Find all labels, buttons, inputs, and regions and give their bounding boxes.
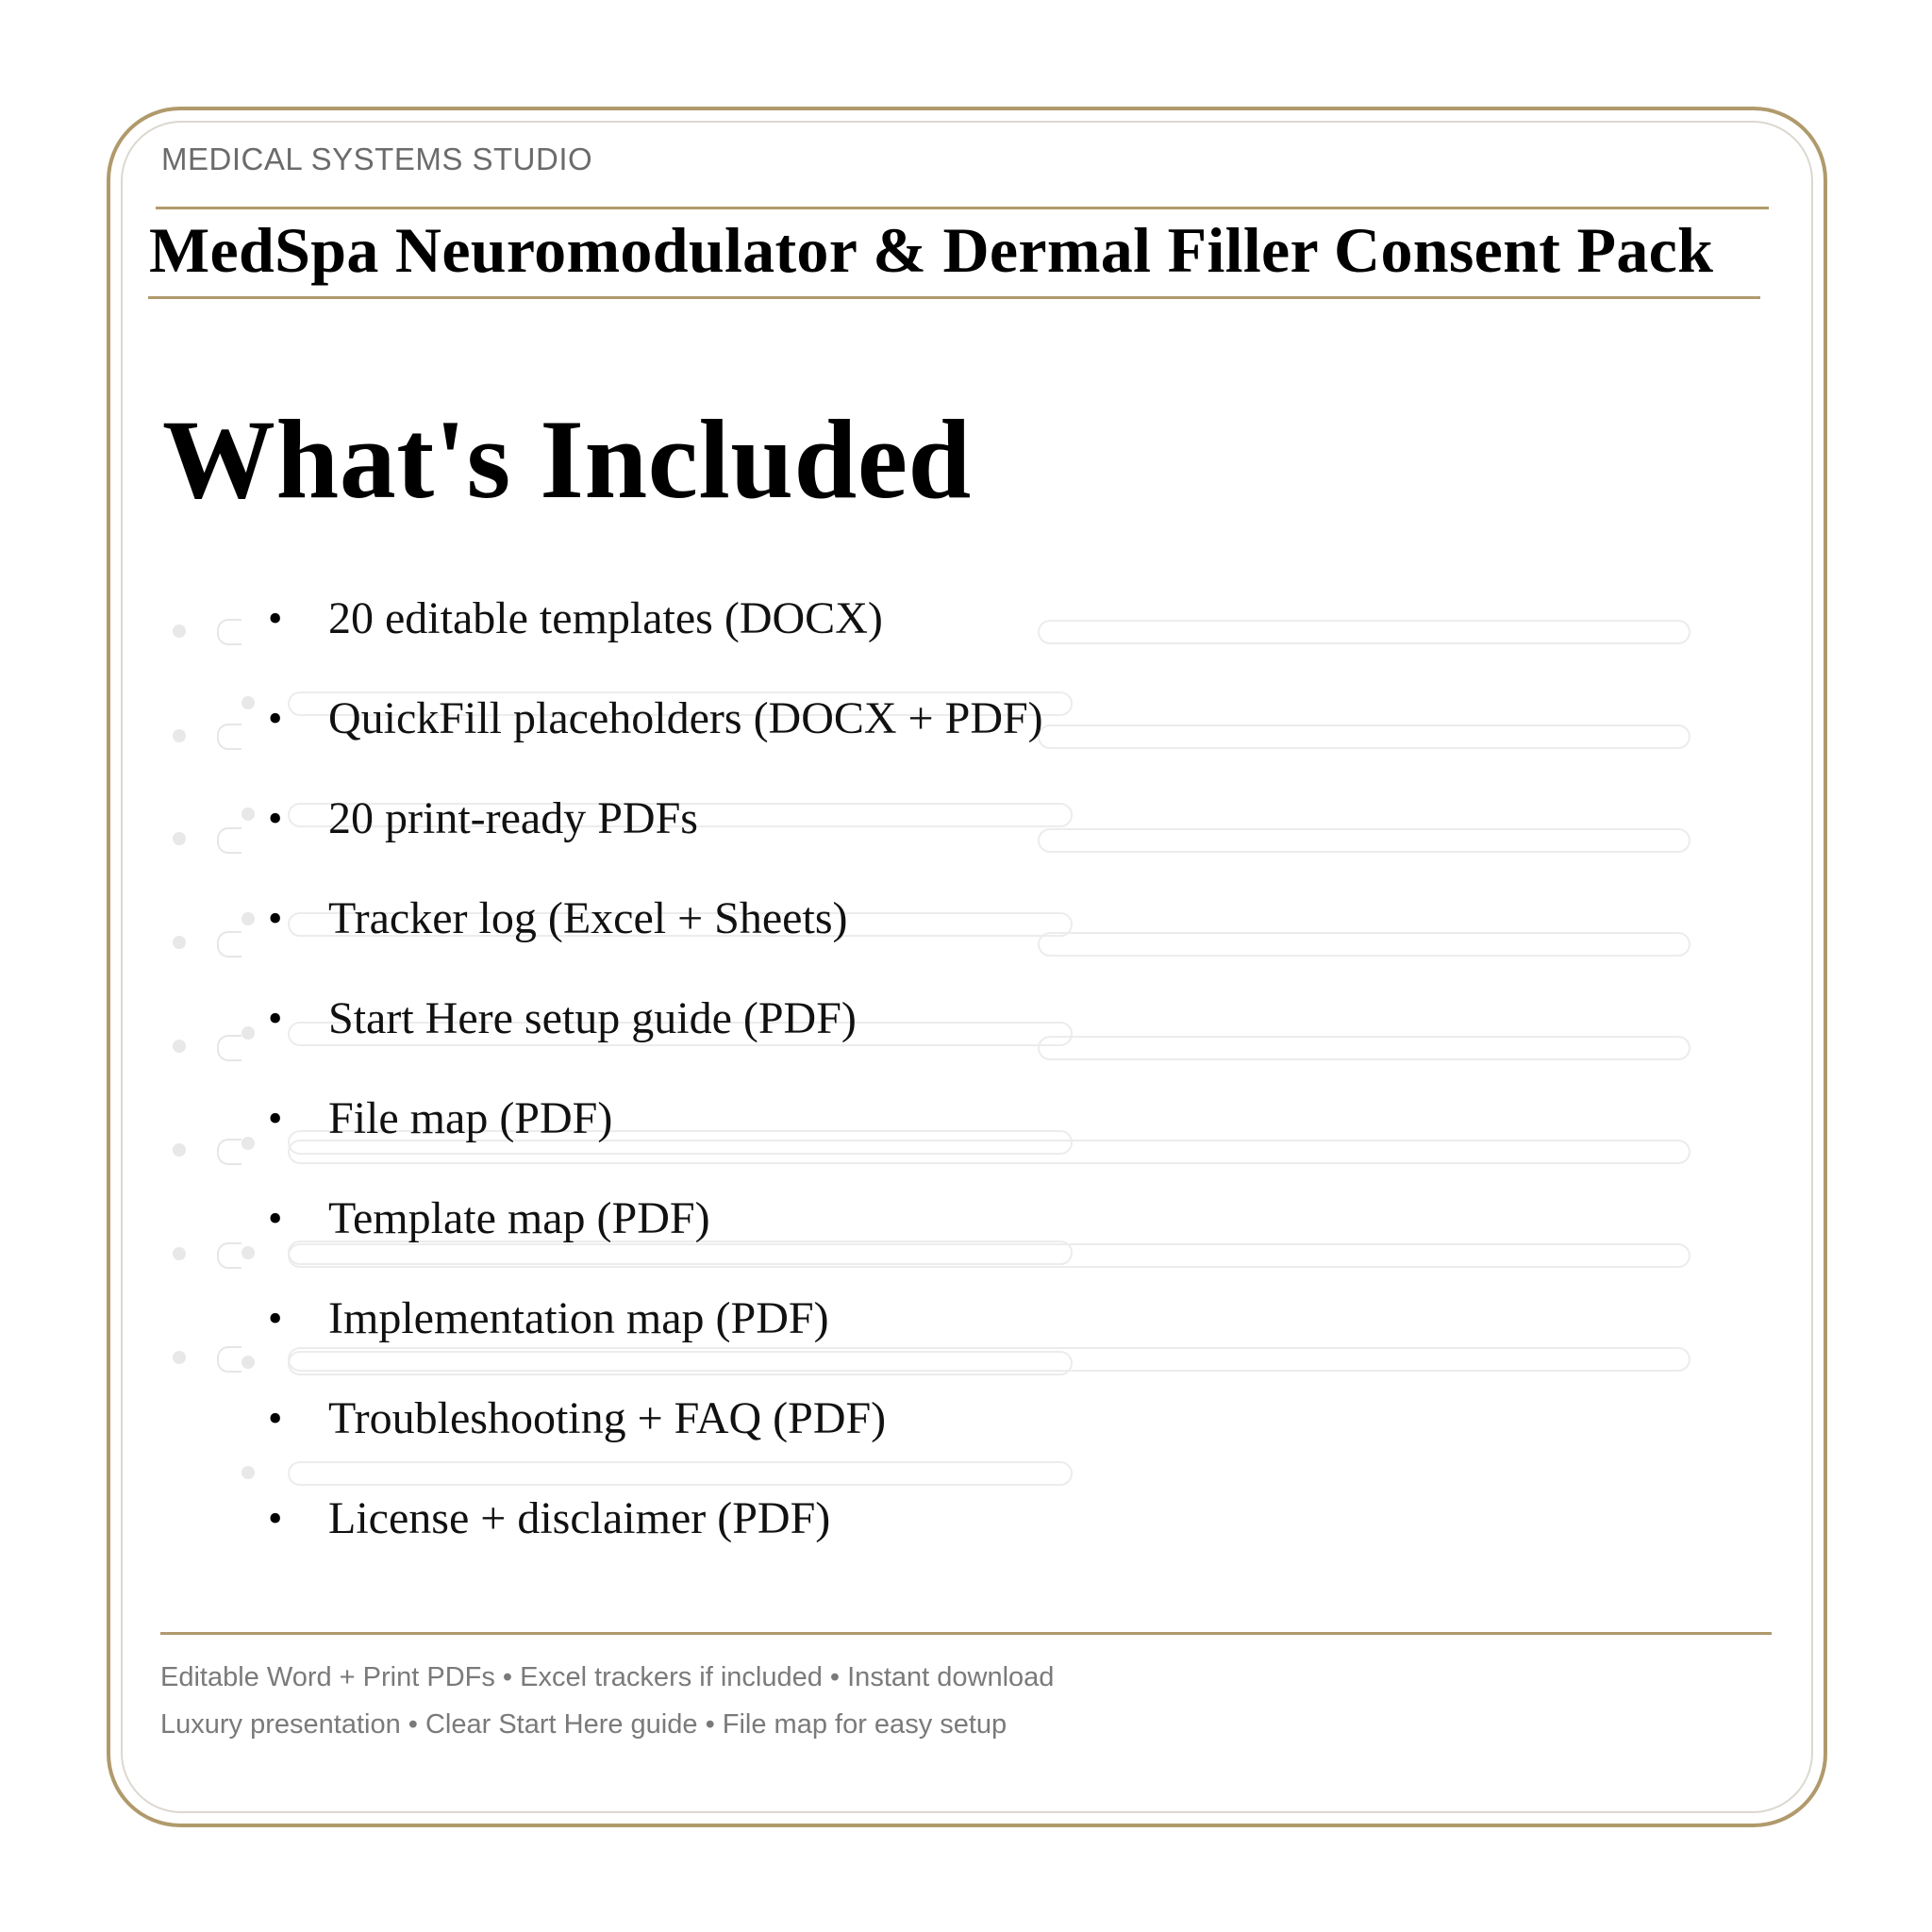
footer-features-line-1: Editable Word + Print PDFs • Excel trackers if included • Instant download <box>160 1662 1055 1692</box>
ghost-dot-icon <box>242 696 255 709</box>
title-top-rule <box>156 207 1769 209</box>
bullet-icon: • <box>268 1195 283 1241</box>
ghost-pill <box>1038 1036 1690 1060</box>
list-item-label: Template map (PDF) <box>328 1193 710 1243</box>
list-item <box>255 785 1075 885</box>
bullet-icon: • <box>268 895 283 941</box>
list-item-label: Start Here setup guide (PDF) <box>328 993 857 1043</box>
ghost-dot-icon <box>242 1137 255 1150</box>
bullet-icon: • <box>268 995 283 1041</box>
list-item-label: Implementation map (PDF) <box>328 1293 829 1343</box>
ghost-dot-icon <box>242 1026 255 1040</box>
ghost-dot-icon <box>173 1040 186 1053</box>
ghost-hook-icon <box>217 724 242 750</box>
bullet-icon: • <box>268 1495 283 1541</box>
list-item <box>255 585 1075 685</box>
bullet-icon: • <box>268 695 283 741</box>
list-item <box>255 685 1075 785</box>
list-item-label: File map (PDF) <box>328 1093 613 1143</box>
list-item <box>255 1285 1075 1385</box>
ghost-hook-icon <box>217 1139 242 1165</box>
list-item <box>255 1385 1075 1485</box>
ghost-hook-icon <box>217 827 242 854</box>
footer-rule <box>160 1632 1772 1635</box>
list-item <box>255 885 1075 985</box>
list-item-label: QuickFill placeholders (DOCX + PDF) <box>328 693 1043 743</box>
list-item-label: Tracker log (Excel + Sheets) <box>328 893 848 943</box>
ghost-dot-icon <box>242 1356 255 1369</box>
ghost-pill <box>1038 724 1690 749</box>
ghost-dot-icon <box>173 1351 186 1364</box>
ghost-dot-icon <box>242 1466 255 1479</box>
ghost-hook-icon <box>217 1242 242 1269</box>
ghost-dot-icon <box>173 1247 186 1260</box>
bullet-icon: • <box>268 1395 283 1441</box>
footer-features-line-2: Luxury presentation • Clear Start Here guide • File map for easy setup <box>160 1709 1008 1740</box>
list-item-label: 20 print-ready PDFs <box>328 793 698 843</box>
list-item <box>255 1485 1075 1585</box>
ghost-hook-icon <box>217 931 242 958</box>
ghost-hook-icon <box>217 1346 242 1373</box>
ghost-dot-icon <box>242 1246 255 1259</box>
list-item <box>255 1085 1075 1185</box>
section-heading: What's Included <box>162 396 972 522</box>
title-bottom-rule <box>148 296 1760 299</box>
ghost-dot-icon <box>173 729 186 742</box>
product-title: MedSpa Neuromodulator & Dermal Filler Consent Pack <box>149 214 1714 286</box>
ghost-hook-icon <box>217 1035 242 1061</box>
ghost-dot-icon <box>173 936 186 949</box>
ghost-dot-icon <box>173 625 186 638</box>
ghost-dot-icon <box>242 808 255 821</box>
brand-name: MEDICAL SYSTEMS STUDIO <box>161 142 593 176</box>
ghost-dot-icon <box>173 1143 186 1157</box>
included-items-list <box>255 585 1075 1585</box>
ghost-pill <box>1038 932 1690 957</box>
bullet-icon: • <box>268 1295 283 1341</box>
bullet-icon: • <box>268 595 283 641</box>
bullet-icon: • <box>268 1095 283 1141</box>
bullet-icon: • <box>268 795 283 841</box>
ghost-dot-icon <box>242 912 255 925</box>
ghost-pill <box>1038 620 1690 644</box>
ghost-hook-icon <box>217 619 242 645</box>
list-item-label: Troubleshooting + FAQ (PDF) <box>328 1393 887 1443</box>
ghost-dot-icon <box>173 832 186 845</box>
list-item-label: License + disclaimer (PDF) <box>328 1493 831 1543</box>
list-item <box>255 985 1075 1085</box>
ghost-pill <box>1038 828 1690 853</box>
list-item <box>255 1185 1075 1285</box>
list-item-label: 20 editable templates (DOCX) <box>328 593 883 643</box>
